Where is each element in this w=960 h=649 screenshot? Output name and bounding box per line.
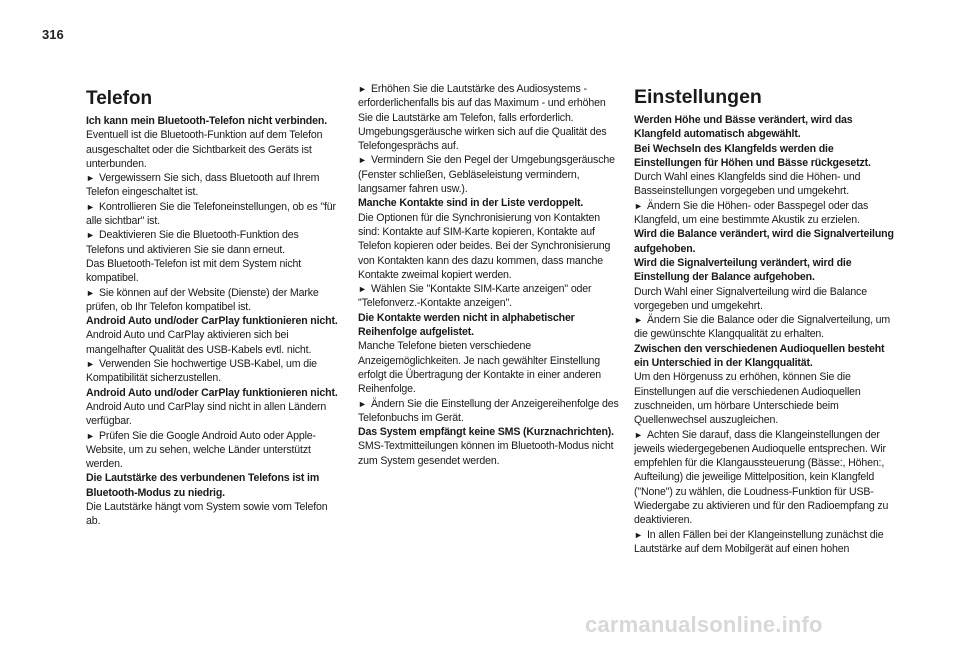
paragraph-text: Eventuell ist die Bluetooth-Funktion auf dem Telefon ausgeschaltet oder die Sichtbarkeit des Geräts ist unterbunden. bbox=[86, 129, 323, 170]
question-heading: Zwischen den verschiedenen Audioquellen besteht ein Unterschied in der Klangqualität. bbox=[634, 342, 885, 370]
paragraph-text: Umgebungsgeräusche wirken sich auf die Qualität des Telefongesprächs auf. bbox=[358, 125, 607, 153]
question-heading: Wird die Balance verändert, wird die Signalverteilung aufgehoben. bbox=[634, 228, 894, 255]
question-heading: Das System empfängt keine SMS (Kurznachrichten). bbox=[358, 426, 614, 439]
arrow-right-icon: ► bbox=[358, 155, 367, 166]
arrow-right-icon: ► bbox=[358, 284, 367, 295]
instruction-text: Vergewissern Sie sich, dass Bluetooth auf Ihrem Telefon eingeschaltet ist. bbox=[86, 172, 320, 199]
arrow-right-icon: ► bbox=[86, 201, 95, 212]
instruction-text: Wählen Sie "Kontakte SIM-Karte anzeigen" oder "Telefonverz.-Kontakte anzeigen". bbox=[358, 283, 592, 310]
question-heading: Android Auto und/oder CarPlay funktionieren nicht. bbox=[86, 315, 338, 328]
instruction-item bbox=[86, 228, 338, 257]
watermark: carmanualsonline.info bbox=[585, 612, 823, 637]
instruction-item bbox=[86, 357, 338, 386]
instruction-item bbox=[358, 282, 620, 311]
question-heading: Android Auto und/oder CarPlay funktionieren nicht. bbox=[86, 386, 338, 399]
instruction-item bbox=[634, 428, 896, 528]
instruction-text: Ändern Sie die Höhen- oder Basspegel oder das Klangfeld, um eine bestimmte Akustik zu erzielen. bbox=[634, 199, 869, 227]
section-title-telefon: Telefon bbox=[86, 88, 153, 109]
instruction-text: Prüfen Sie die Google Android Auto oder Apple-Website, um zu sehen, welche Länder unterstützt werden. bbox=[86, 429, 316, 471]
paragraph-text: Das Bluetooth-Telefon ist mit dem System nicht kompatibel. bbox=[86, 257, 302, 285]
instruction-text: Vermindern Sie den Pegel der Umgebungsgeräusche (Fenster schließen, Gebläseleistung vermindern, langsamer fahren usw.). bbox=[358, 154, 615, 196]
column-body bbox=[358, 82, 620, 468]
page-number: 316 bbox=[42, 27, 64, 42]
instruction-item bbox=[86, 286, 338, 315]
question-heading: Bei Wechseln des Klangfelds werden die Einstellungen für Höhen und Bässe rückgesetzt. bbox=[634, 142, 871, 169]
instruction-item bbox=[358, 397, 620, 426]
question-heading: Werden Höhe und Bässe verändert, wird das Klangfeld automatisch abgewählt. bbox=[634, 114, 853, 141]
instruction-item bbox=[634, 313, 896, 342]
paragraph-text: Android Auto und CarPlay aktivieren sich bei mangelhafter Qualität des USB-Kabels evtl. nicht. bbox=[86, 329, 312, 356]
section-title-einstellungen: Einstellungen bbox=[634, 86, 762, 108]
paragraph-text: Manche Telefone bieten verschiedene Anzeigemöglichkeiten. Je nach gewählter Einstellung erfolgt die Übertragung der Kontakte in einer anderen Reihenfolge. bbox=[358, 340, 601, 396]
paragraph-text: Android Auto und CarPlay sind nicht in allen Ländern verfügbar. bbox=[86, 400, 327, 428]
question-heading: Manche Kontakte sind in der Liste verdoppelt. bbox=[358, 197, 584, 210]
instruction-text: Erhöhen Sie die Lautstärke des Audiosystems - erforderlichenfalls bis auf das Maximum - und erhöhen Sie die Lautstärke am Telefon, falls erforderlich. bbox=[358, 83, 606, 124]
arrow-right-icon: ► bbox=[358, 84, 367, 94]
instruction-text: Sie können auf der Website (Dienste) der Marke prüfen, ob Ihr Telefon kompatibel ist. bbox=[86, 286, 319, 313]
column-einstellungen bbox=[634, 86, 896, 556]
question-heading: Die Lautstärke des verbundenen Telefons ist im Bluetooth-Modus zu niedrig. bbox=[86, 472, 320, 499]
instruction-text: Ändern Sie die Balance oder die Signalverteilung, um die gewünschte Klangqualität zu erhalten. bbox=[634, 314, 891, 341]
paragraph-text: Durch Wahl einer Signalverteilung wird die Balance vorgegeben und umgekehrt. bbox=[634, 285, 867, 312]
instruction-item bbox=[86, 429, 338, 472]
column-telefon bbox=[86, 88, 338, 529]
arrow-right-icon: ► bbox=[634, 315, 643, 326]
instruction-item bbox=[634, 199, 896, 228]
paragraph-text: Durch Wahl eines Klangfelds sind die Höhen- und Basseinstellungen vorgegeben und umgekehrt. bbox=[634, 171, 861, 198]
paragraph-text: Um den Hörgenuss zu erhöhen, können Sie die Einstellungen auf die verschiedenen Audioquellen zuschneiden, um hörbare Unterschiede beim Quellenwechsel auszugleichen. bbox=[634, 371, 861, 427]
instruction-item bbox=[358, 153, 620, 196]
instruction-text: Verwenden Sie hochwertige USB-Kabel, um die Kompatibilität sicherzustellen. bbox=[86, 358, 317, 385]
question-heading: Die Kontakte werden nicht in alphabetischer Reihenfolge aufgelistet. bbox=[358, 311, 575, 339]
instruction-text: In allen Fällen bei der Klangeinstellung zunächst die Lautstärke auf dem Mobilgerät auf einen hohen bbox=[634, 528, 884, 555]
instruction-item bbox=[358, 82, 620, 125]
arrow-right-icon: ► bbox=[634, 429, 643, 440]
question-heading: Wird die Signalverteilung verändert, wird die Einstellung der Balance aufgehoben. bbox=[634, 256, 852, 284]
instruction-text: Ändern Sie die Einstellung der Anzeigereihenfolge des Telefonbuchs im Gerät. bbox=[358, 397, 619, 424]
arrow-right-icon: ► bbox=[86, 287, 95, 298]
instruction-text: Deaktivieren Sie die Bluetooth-Funktion des Telefons und aktivieren Sie sie dann erneut. bbox=[86, 229, 299, 256]
column-continued bbox=[358, 82, 620, 468]
instruction-text: Kontrollieren Sie die Telefoneinstellungen, ob es "für alle sichtbar" ist. bbox=[86, 200, 336, 228]
arrow-right-icon: ► bbox=[86, 173, 95, 184]
arrow-right-icon: ► bbox=[86, 359, 95, 370]
arrow-right-icon: ► bbox=[86, 230, 95, 241]
column-body bbox=[86, 114, 338, 529]
paragraph-text: SMS-Textmitteilungen können im Bluetooth-Modus nicht zum System gesendet werden. bbox=[358, 440, 614, 467]
instruction-text: Achten Sie darauf, dass die Klangeinstellungen der jeweils wiedergegebenen Audioquelle entsprechen. Wir empfehlen für die Klangaussteuerung (Bässe:, Höhen:, Aufteilung) die jeweilige Mittelposition, kein Klangfeld ("None") zu wählen, die Loudness-Funktion für USB-Wiedergabe zu aktivieren und für den Radioempfang zu deaktivieren. bbox=[634, 428, 889, 527]
instruction-item bbox=[86, 200, 338, 229]
arrow-right-icon: ► bbox=[358, 398, 367, 409]
arrow-right-icon: ► bbox=[634, 200, 643, 211]
instruction-item bbox=[634, 528, 896, 557]
paragraph-text: Die Lautstärke hängt vom System sowie vom Telefon ab. bbox=[86, 501, 328, 528]
arrow-right-icon: ► bbox=[634, 529, 643, 540]
column-body bbox=[634, 113, 896, 556]
question-heading: Ich kann mein Bluetooth-Telefon nicht verbinden. bbox=[86, 115, 327, 127]
instruction-item bbox=[86, 171, 338, 200]
paragraph-text: Die Optionen für die Synchronisierung von Kontakten sind: Kontakte auf SIM-Karte kopieren, Kontakte auf Telefon kopieren oder beides. Bei der Synchronisierung von Kontakten kann des dazu kommen, dass manche Kontakte zweimal kopiert werden. bbox=[358, 211, 611, 281]
arrow-right-icon: ► bbox=[86, 430, 95, 441]
